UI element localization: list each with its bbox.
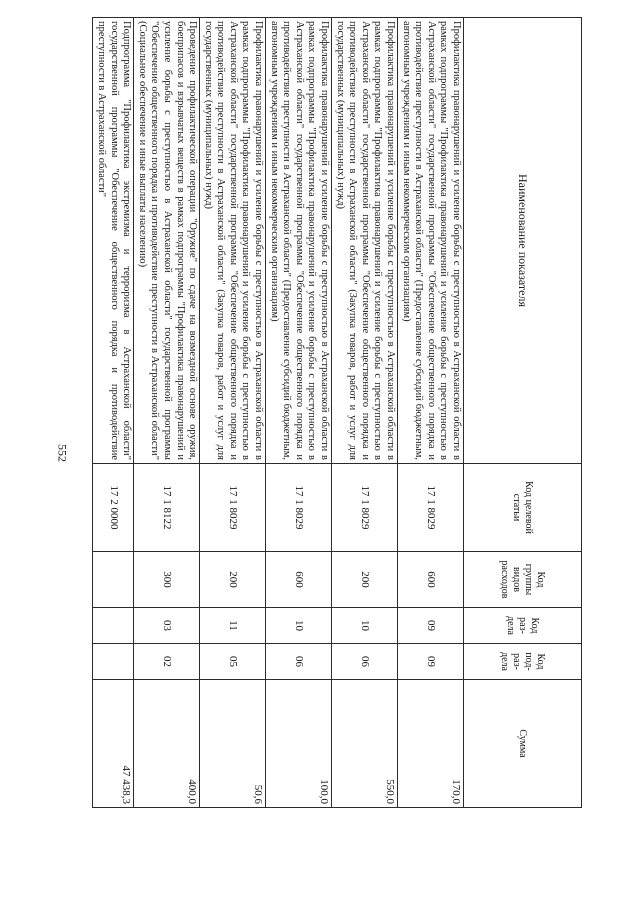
table-row (332, 18, 398, 808)
row-name: Проведение профилактической операции "Оружие" по сдаче на возмездной основе оружия, боеприпасов и взрывчатых веществ в рамках подпрограммы "Профилактика правонарушений и усиление борьбы с преступностью в Астраханской области" государственной программы "Обеспечение общественного порядка и противодействие преступности в Астраханской области" (Социальное обеспечение и иные выплаты населению) (134, 18, 200, 464)
row-sum: 100,0 (266, 680, 332, 808)
header-target-code: Код целевой статьи (464, 464, 582, 552)
row-sum: 47 438,3 (93, 680, 134, 808)
table-row (266, 18, 332, 808)
row-subsection-code: 06 (266, 644, 332, 680)
row-group-code: 200 (200, 552, 266, 608)
row-sum: 550,0 (332, 680, 398, 808)
row-subsection-code (93, 644, 134, 680)
table-row (398, 18, 464, 808)
row-subsection-code: 02 (134, 644, 200, 680)
row-name: Профилактика правонарушений и усиление борьбы с преступностью в Астраханской области в рамках подпрограммы "Профилактика правонарушений и усиление борьбы с преступностью в Астраханской области" государственной программы "Обеспечение общественного порядка и противодействие преступности в Астраханской области" (Закупка товаров, работ и услуг для государственных (муниципальных) нужд) (332, 18, 398, 464)
row-name: Профилактика правонарушений и усиление борьбы с преступностью в Астраханской области в рамках подпрограммы "Профилактика правонарушений и усиление борьбы с преступностью в Астраханской области" государственной программы "Обеспечение общественного порядка и противодействие преступности в Астраханской области" (Закупка товаров, работ и услуг для государственных (муниципальных) нужд) (200, 18, 266, 464)
row-section-code: 10 (332, 608, 398, 644)
row-sum: 170,0 (398, 680, 464, 808)
rotated-table-container (95, 17, 582, 807)
header-sum: Сумма (464, 680, 582, 808)
row-target-code: 17 1 8029 (200, 464, 266, 552)
row-group-code: 600 (398, 552, 464, 608)
row-group-code: 300 (134, 552, 200, 608)
header-section-code: Код раз-дела (464, 608, 582, 644)
row-name: Профилактика правонарушений и усиление борьбы с преступностью в Астраханской области в рамках подпрограммы "Профилактика правонарушений и усиление борьбы с преступностью в Астраханской области" государственной программы "Обеспечение общественного порядка и противодействие преступности в Астраханской области" (Предоставление субсидий бюджетным, автономным учреждениям и иным некоммерческим организациям) (398, 18, 464, 464)
row-group-code: 600 (266, 552, 332, 608)
header-name: Наименование показателя (464, 18, 582, 464)
row-name: Подпрограмма "Профилактика экстремизма и терроризма в Астраханской области" государственной программы "Обеспечение общественного порядка и противодействие преступности в Астраханской области" (93, 18, 134, 464)
row-section-code (93, 608, 134, 644)
header-subsection-code: Код под-раз-дела (464, 644, 582, 680)
row-section-code: 11 (200, 608, 266, 644)
row-target-code: 17 1 8029 (332, 464, 398, 552)
budget-table (92, 17, 582, 808)
table-row (93, 18, 134, 808)
row-group-code: 200 (332, 552, 398, 608)
row-section-code: 03 (134, 608, 200, 644)
row-subsection-code: 05 (200, 644, 266, 680)
page-number: 552 (55, 444, 70, 462)
row-name: Профилактика правонарушений и усиление борьбы с преступностью в Астраханской области в рамках подпрограммы "Профилактика правонарушений и усиление борьбы с преступностью в Астраханской области" государственной программы "Обеспечение общественного порядка и противодействие преступности в Астраханской области" (Предоставление субсидий бюджетным, автономным учреждениям и иным некоммерческим организациям) (266, 18, 332, 464)
table-row (200, 18, 266, 808)
row-sum: 50,6 (200, 680, 266, 808)
row-subsection-code: 06 (332, 644, 398, 680)
row-group-code (93, 552, 134, 608)
row-section-code: 10 (266, 608, 332, 644)
row-sum: 400,0 (134, 680, 200, 808)
row-target-code: 17 1 8029 (398, 464, 464, 552)
table-row (134, 18, 200, 808)
row-target-code: 17 2 0000 (93, 464, 134, 552)
row-target-code: 17 1 8122 (134, 464, 200, 552)
row-section-code: 09 (398, 608, 464, 644)
header-row (464, 18, 582, 808)
row-target-code: 17 1 8029 (266, 464, 332, 552)
row-subsection-code: 09 (398, 644, 464, 680)
header-group-code: Код группы видов расходов (464, 552, 582, 608)
